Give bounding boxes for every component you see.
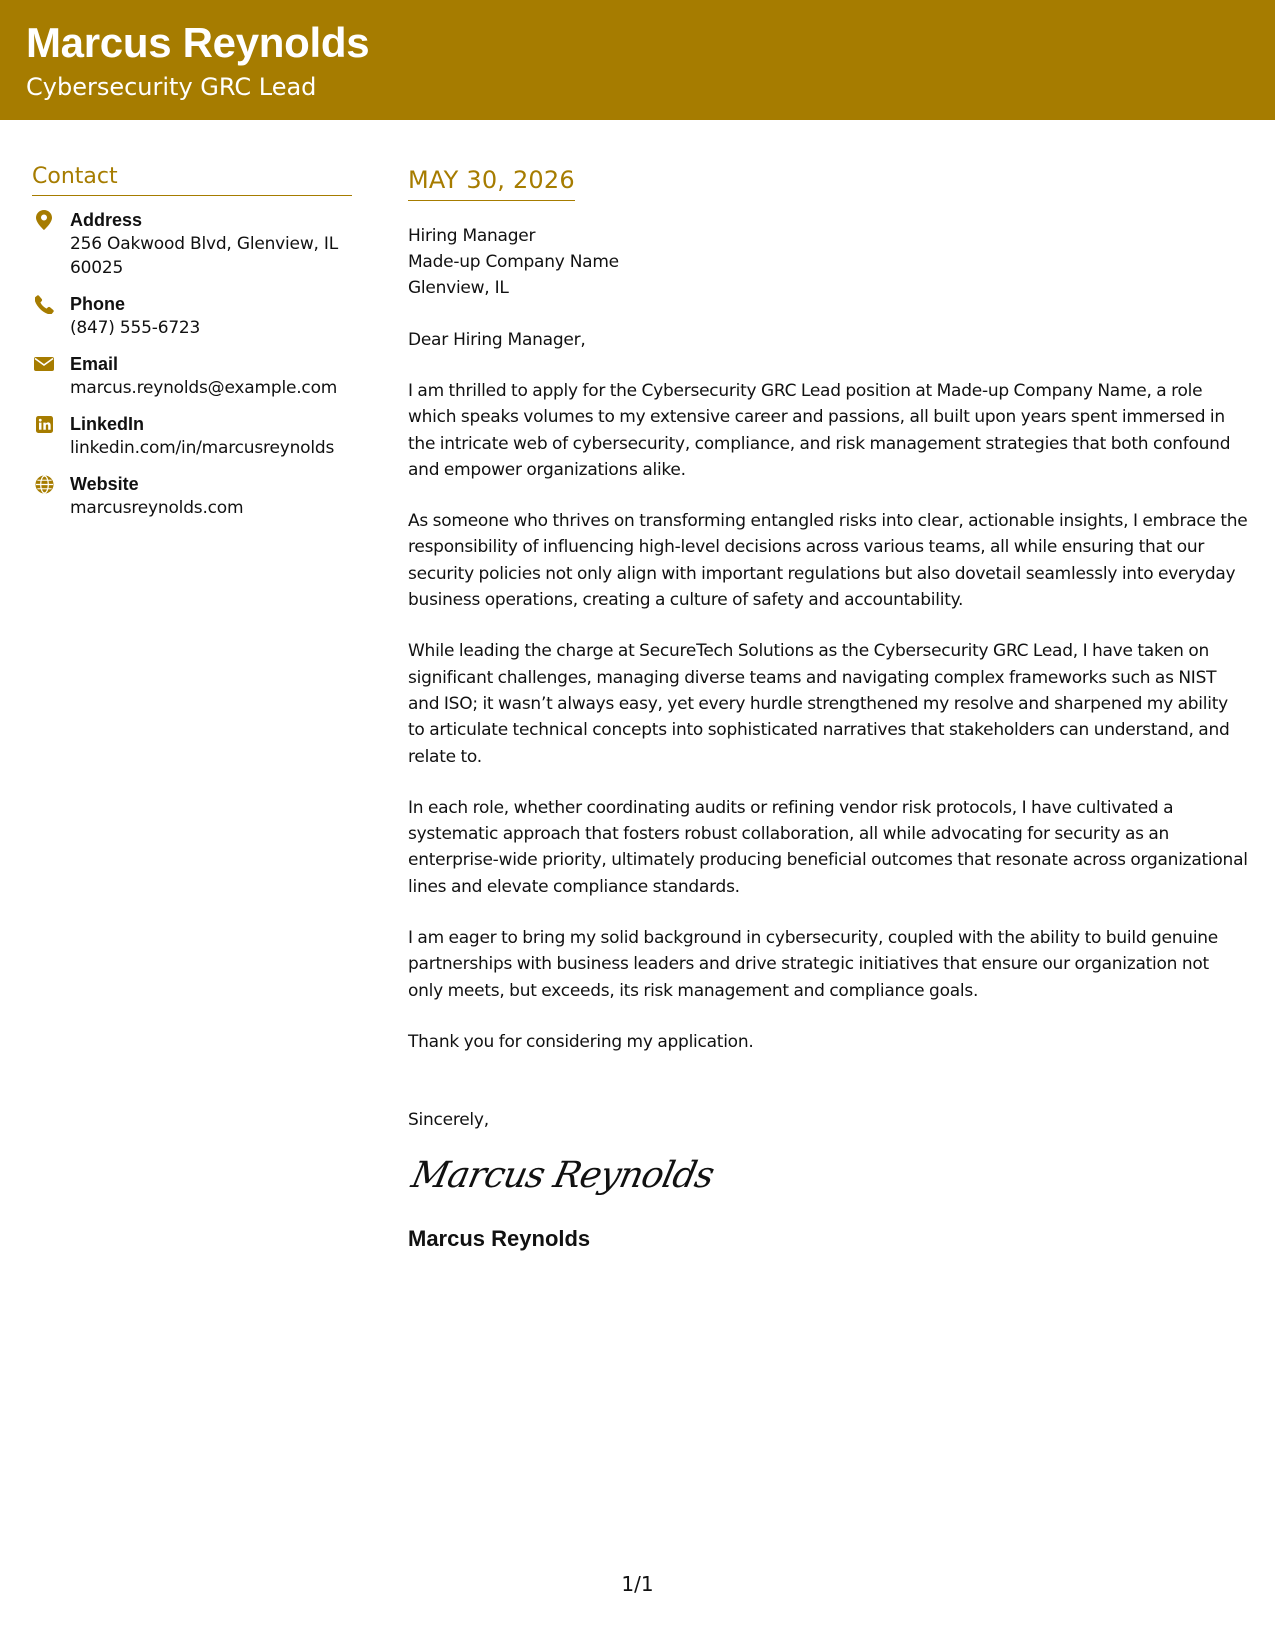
letter-paragraph: Thank you for considering my application.	[408, 1031, 754, 1052]
email-value: marcus.reynolds@example.com	[70, 378, 338, 398]
linkedin-value: linkedin.com/in/marcusreynolds	[70, 438, 335, 458]
phone-value: (847) 555-6723	[70, 318, 201, 338]
candidate-title: Cybersecurity GRC Lead	[26, 73, 317, 101]
envelope-icon	[34, 354, 54, 374]
contact-list	[32, 208, 352, 520]
contact-label: LinkedIn	[70, 414, 145, 434]
contact-label: Email	[70, 354, 119, 374]
contact-heading: Contact	[32, 164, 352, 196]
contact-label: Phone	[70, 294, 126, 314]
closing: Sincerely,	[408, 1110, 489, 1131]
contact-item-website	[32, 472, 352, 520]
website-value: marcusreynolds.com	[70, 498, 244, 518]
contact-item-email	[32, 352, 352, 400]
letter-paragraph: While leading the charge at SecureTech Solutions as the Cybersecurity GRC Lead, I have taken on significant challenges, managing diverse teams and navigating complex frameworks such as NIST and ISO; it wasn’t always easy, yet every hurdle strengthened my resolve and sharpened my ability to articulate technical concepts into sophisticated narratives that stakeholders can understand, and relate to.	[408, 641, 1230, 767]
header-banner	[0, 0, 1275, 120]
letter-paragraph: I am eager to bring my solid background in cybersecurity, coupled with the ability to build genuine partnerships with business leaders and drive strategic initiatives that ensure our organization not only meets, but exceeds, its risk management and compliance goals.	[408, 928, 1219, 1001]
letter-body	[408, 166, 1248, 1252]
contact-label: Address	[70, 210, 143, 230]
map-pin-icon	[34, 210, 54, 230]
letter-paragraph: As someone who thrives on transforming entangled risks into clear, actionable insights, I embrace the responsibility of influencing high-level decisions across various teams, all while ensuring that our security policies not only align with important regulations but also dovetail seamlessly into everyday business operations, creating a culture of safety and accountability.	[408, 511, 1248, 611]
letter-paragraph: I am thrilled to apply for the Cybersecurity GRC Lead position at Made-up Company Name, a role which speaks volumes to my extensive career and passions, all built upon years spent immersed in the intricate web of cybersecurity, compliance, and risk management strategies that both confound and empower organizations alike.	[408, 381, 1231, 480]
letter-date: MAY 30, 2026	[408, 166, 575, 201]
page-number: 1/1	[621, 1572, 654, 1596]
candidate-name: Marcus Reynolds	[26, 19, 370, 66]
contact-item-address	[32, 208, 352, 280]
contact-label: Website	[70, 474, 139, 494]
recipient-line: Made-up Company Name	[408, 252, 619, 272]
linkedin-icon	[34, 414, 54, 434]
recipient-line: Hiring Manager	[408, 226, 536, 246]
recipient-line: Glenview, IL	[408, 278, 509, 298]
signer-name: Marcus Reynolds	[408, 1226, 591, 1252]
letter-paragraph: In each role, whether coordinating audits or refining vendor risk protocols, I have cultivated a systematic approach that fosters robust collaboration, all while advocating for security as an enterprise-wide priority, ultimately producing beneficial outcomes that resonate across organizational lines and elevate compliance standards.	[408, 797, 1248, 897]
address-value: 256 Oakwood Blvd, Glenview, IL 60025	[70, 234, 339, 278]
contact-item-phone	[32, 292, 352, 340]
salutation: Dear Hiring Manager,	[408, 330, 586, 350]
contact-sidebar	[32, 164, 352, 532]
recipient-block	[408, 223, 1248, 301]
handwritten-signature: Marcus Reynolds	[408, 1155, 718, 1197]
phone-icon	[34, 294, 54, 314]
globe-icon	[34, 474, 54, 494]
contact-item-linkedin	[32, 412, 352, 460]
